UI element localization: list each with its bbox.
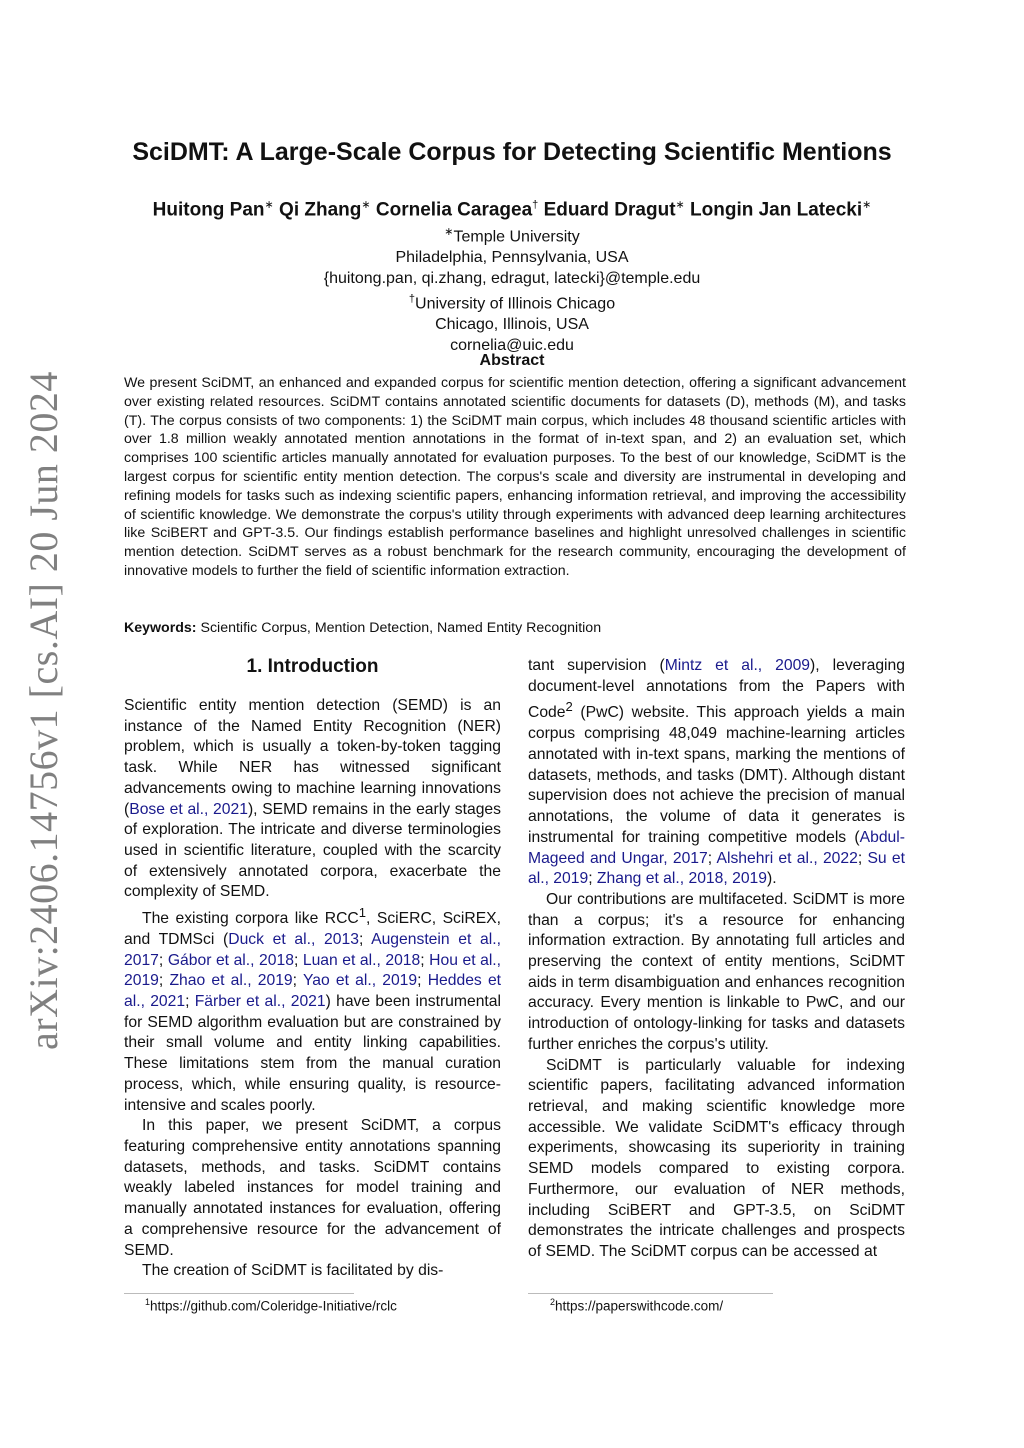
paper-title: SciDMT: A Large-Scale Corpus for Detecting Scientific Mentions [132, 138, 892, 166]
citation-link[interactable]: Duck et al., 2013 [228, 930, 359, 948]
citation-link[interactable]: Heddes et al., 2021 [124, 972, 502, 1011]
section-heading: 1. Introduction [246, 656, 379, 677]
author-name: Huitong Pan [152, 199, 265, 221]
paragraph: tant supervision (Mintz et al., 2009), leveraging document-level annotations from the Papers with Code$^2$ (PwC) website. This approach yields a main corpus comprising 48,049 machine-learning articles annotated with in-text spans, marking the mentions of datasets, methods, and tasks (DMT). Although distant supervision does not achieve the precision of manual annotations, the volume of data it generates is instrumental for training competitive models (Abdul-Mageed and Ungar, 2017; Alshehri et al., 2022; Su et al., 2019; Zhang et al., 2018, 2019). [528, 657, 905, 888]
citation-link[interactable]: Hou et al., 2019 [124, 951, 502, 990]
citation-link[interactable]: Bose et al., 2021 [129, 800, 248, 818]
citation-link[interactable]: Zhao et al., 2019 [169, 972, 293, 990]
keywords-text: Scientific Corpus, Mention Detection, Named Entity Recognition [200, 620, 602, 636]
location: Philadelphia, Pennsylvania, USA [395, 248, 629, 266]
footnote-number: 2 [550, 1297, 556, 1307]
paragraph: Scientific entity mention detection (SEMD) is an instance of the Named Entity Recognition (NER) problem, which is usually a token-by-token tagging task. While NER has witnessed significant advancements owing to machine learning innovations (Bose et al., 2021), SEMD remains in the early stages of exploration. The intricate and diverse terminologies used in scientific literature, coupled with the scarcity of extensively annotated corpora, exacerbate the complexity of SEMD. [124, 697, 501, 901]
author-name: Cornelia Caragea [375, 199, 533, 221]
right-column [528, 656, 905, 1263]
citation-link[interactable]: Su et al., 2019 [528, 849, 905, 888]
arxiv-side-stamp: arXiv:2406.14756v1 [cs.AI] 20 Jun 2024 [21, 371, 66, 1050]
citation-link[interactable]: Gábor et al., 2018 [167, 951, 294, 969]
citation-link[interactable]: Mintz et al., 2009 [664, 657, 811, 674]
affiliation-mark: ∗ [862, 199, 872, 211]
citation-link[interactable]: Luan et al., 2018 [302, 951, 421, 969]
paragraph: The creation of SciDMT is facilitated by dis- [142, 1262, 444, 1280]
author-list [0, 198, 1024, 221]
footnote [550, 1297, 723, 1314]
citation-link[interactable]: Alshehri et al., 2022 [716, 849, 858, 867]
affiliation-mark: ∗ [361, 199, 371, 211]
affiliation-mark: ∗ [675, 199, 685, 211]
abstract-text: We present SciDMT, an enhanced and expanded corpus for scientific mention detection, offering a significant advancement over existing related resources. SciDMT contains annotated scientific documents for datasets (D), methods (M), and tasks (T). The corpus consists of two components: 1) the SciDMT main corpus, which includes 48 thousand scientific articles with over 1.8 million weakly annotated mention annotations in the format of in-text span, and 2) an evaluation set, which comprises 100 scientific articles manually annotated for evaluation purposes. To the best of our knowledge, SciDMT is the largest corpus for scientific entity mention detection. The corpus's scale and diversity are instrumental in developing and refining models for tasks such as indexing scientific papers, enhancing information retrieval, and improving the accessibility of scientific knowledge. We demonstrate the corpus's utility through experiments with advanced deep learning architectures like SciBERT and GPT-3.5. Our findings establish performance baselines and highlight unresolved challenges in scientific mention detection. SciDMT serves as a robust benchmark for the research community, encouraging the development of innovative models to further the field of scientific information extraction. [124, 375, 906, 579]
footnote-mark[interactable]: 2 [565, 699, 573, 715]
institution: University of Illinois Chicago [415, 295, 616, 313]
citation-link[interactable]: Abdul-Mageed and Ungar, 2017 [528, 828, 905, 867]
paragraph: SciDMT is particularly valuable for indexing scientific papers, facilitating advanced information retrieval, and making scientific knowledge more accessible. We validate SciDMT's efficacy through experiments, showcasing its superiority in training SEMD models compared to existing corpora. Furthermore, our evaluation of NER methods, including SciBERT and GPT-3.5, on SciDMT demonstrates the intricate challenges and prospects of SEMD. The SciDMT corpus can be accessed at [528, 1056, 905, 1260]
footnote [145, 1297, 397, 1314]
affiliation-mark: † [408, 293, 416, 306]
footnote-url[interactable]: https://paperswithcode.com/ [555, 1298, 724, 1314]
citation-link[interactable]: Yao et al., 2019 [302, 972, 418, 990]
email: cornelia@uic.edu [450, 336, 574, 354]
affiliation-mark: ∗ [264, 199, 274, 211]
footnote-url[interactable]: https://github.com/Coleridge-Initiative/rclc [150, 1298, 397, 1314]
footnote-mark[interactable]: 1 [358, 905, 367, 921]
abstract-heading: Abstract [479, 352, 545, 369]
footnote-number: 1 [145, 1297, 151, 1307]
location: Chicago, Illinois, USA [435, 316, 589, 334]
footnote-rule [124, 1293, 354, 1294]
citation-link[interactable]: Zhang et al., 2018, 2019 [596, 870, 767, 888]
email: {huitong.pan, qi.zhang, edragut, latecki}@temple.edu [323, 269, 701, 287]
author-name: Eduard Dragut [543, 199, 676, 221]
affiliation-mark: ∗ [444, 226, 454, 238]
affiliation-mark: † [532, 199, 539, 211]
footnote-rule [528, 1293, 773, 1294]
paragraph: In this paper, we present SciDMT, a corpus featuring comprehensive entity annotations spanning datasets, methods, and tasks. SciDMT contains weakly labeled instances for model training and manually annotated instances for evaluation, offering a comprehensive resource for the advancement of SEMD. [124, 1117, 501, 1259]
institution: Temple University [453, 228, 580, 246]
paragraph: The existing corpora like RCC$^1$, SciERC, SciREX, and TDMSci (Duck et al., 2013; Augenstein et al., 2017; Gábor et al., 2018; Luan et al., 2018; Hou et al., 2019; Zhao et al., 2019; Yao et al., 2019; Heddes et al., 2021; Färber et al., 2021) have been instrumental for SEMD algorithm evaluation but are constrained by their small volume and entity linking capabilities. These limitations stem from the manual curation process, which, while ensuring quality, is resource-intensive and scales poorly. [124, 905, 502, 1114]
author-name: Qi Zhang [279, 199, 362, 221]
left-column [124, 656, 501, 1282]
citation-link[interactable]: Augenstein et al., 2017 [124, 930, 501, 969]
keywords [124, 620, 601, 636]
citation-link[interactable]: Färber et al., 2021 [194, 993, 326, 1011]
author-name: Longin Jan Latecki [690, 199, 863, 221]
keywords-label: Keywords: [124, 620, 197, 636]
paragraph: Our contributions are multifaceted. SciDMT is more than a corpus; it's a resource for enhancing information extraction. By annotating full articles and preserving the context of entity mentions, SciDMT aids in term disambiguation and enhances recognition accuracy. Every mention is linkable to PwC, and our introduction of ontology-linking for tasks and datasets further enriches the corpus's utility. [528, 890, 905, 1053]
affiliations [0, 222, 1024, 356]
